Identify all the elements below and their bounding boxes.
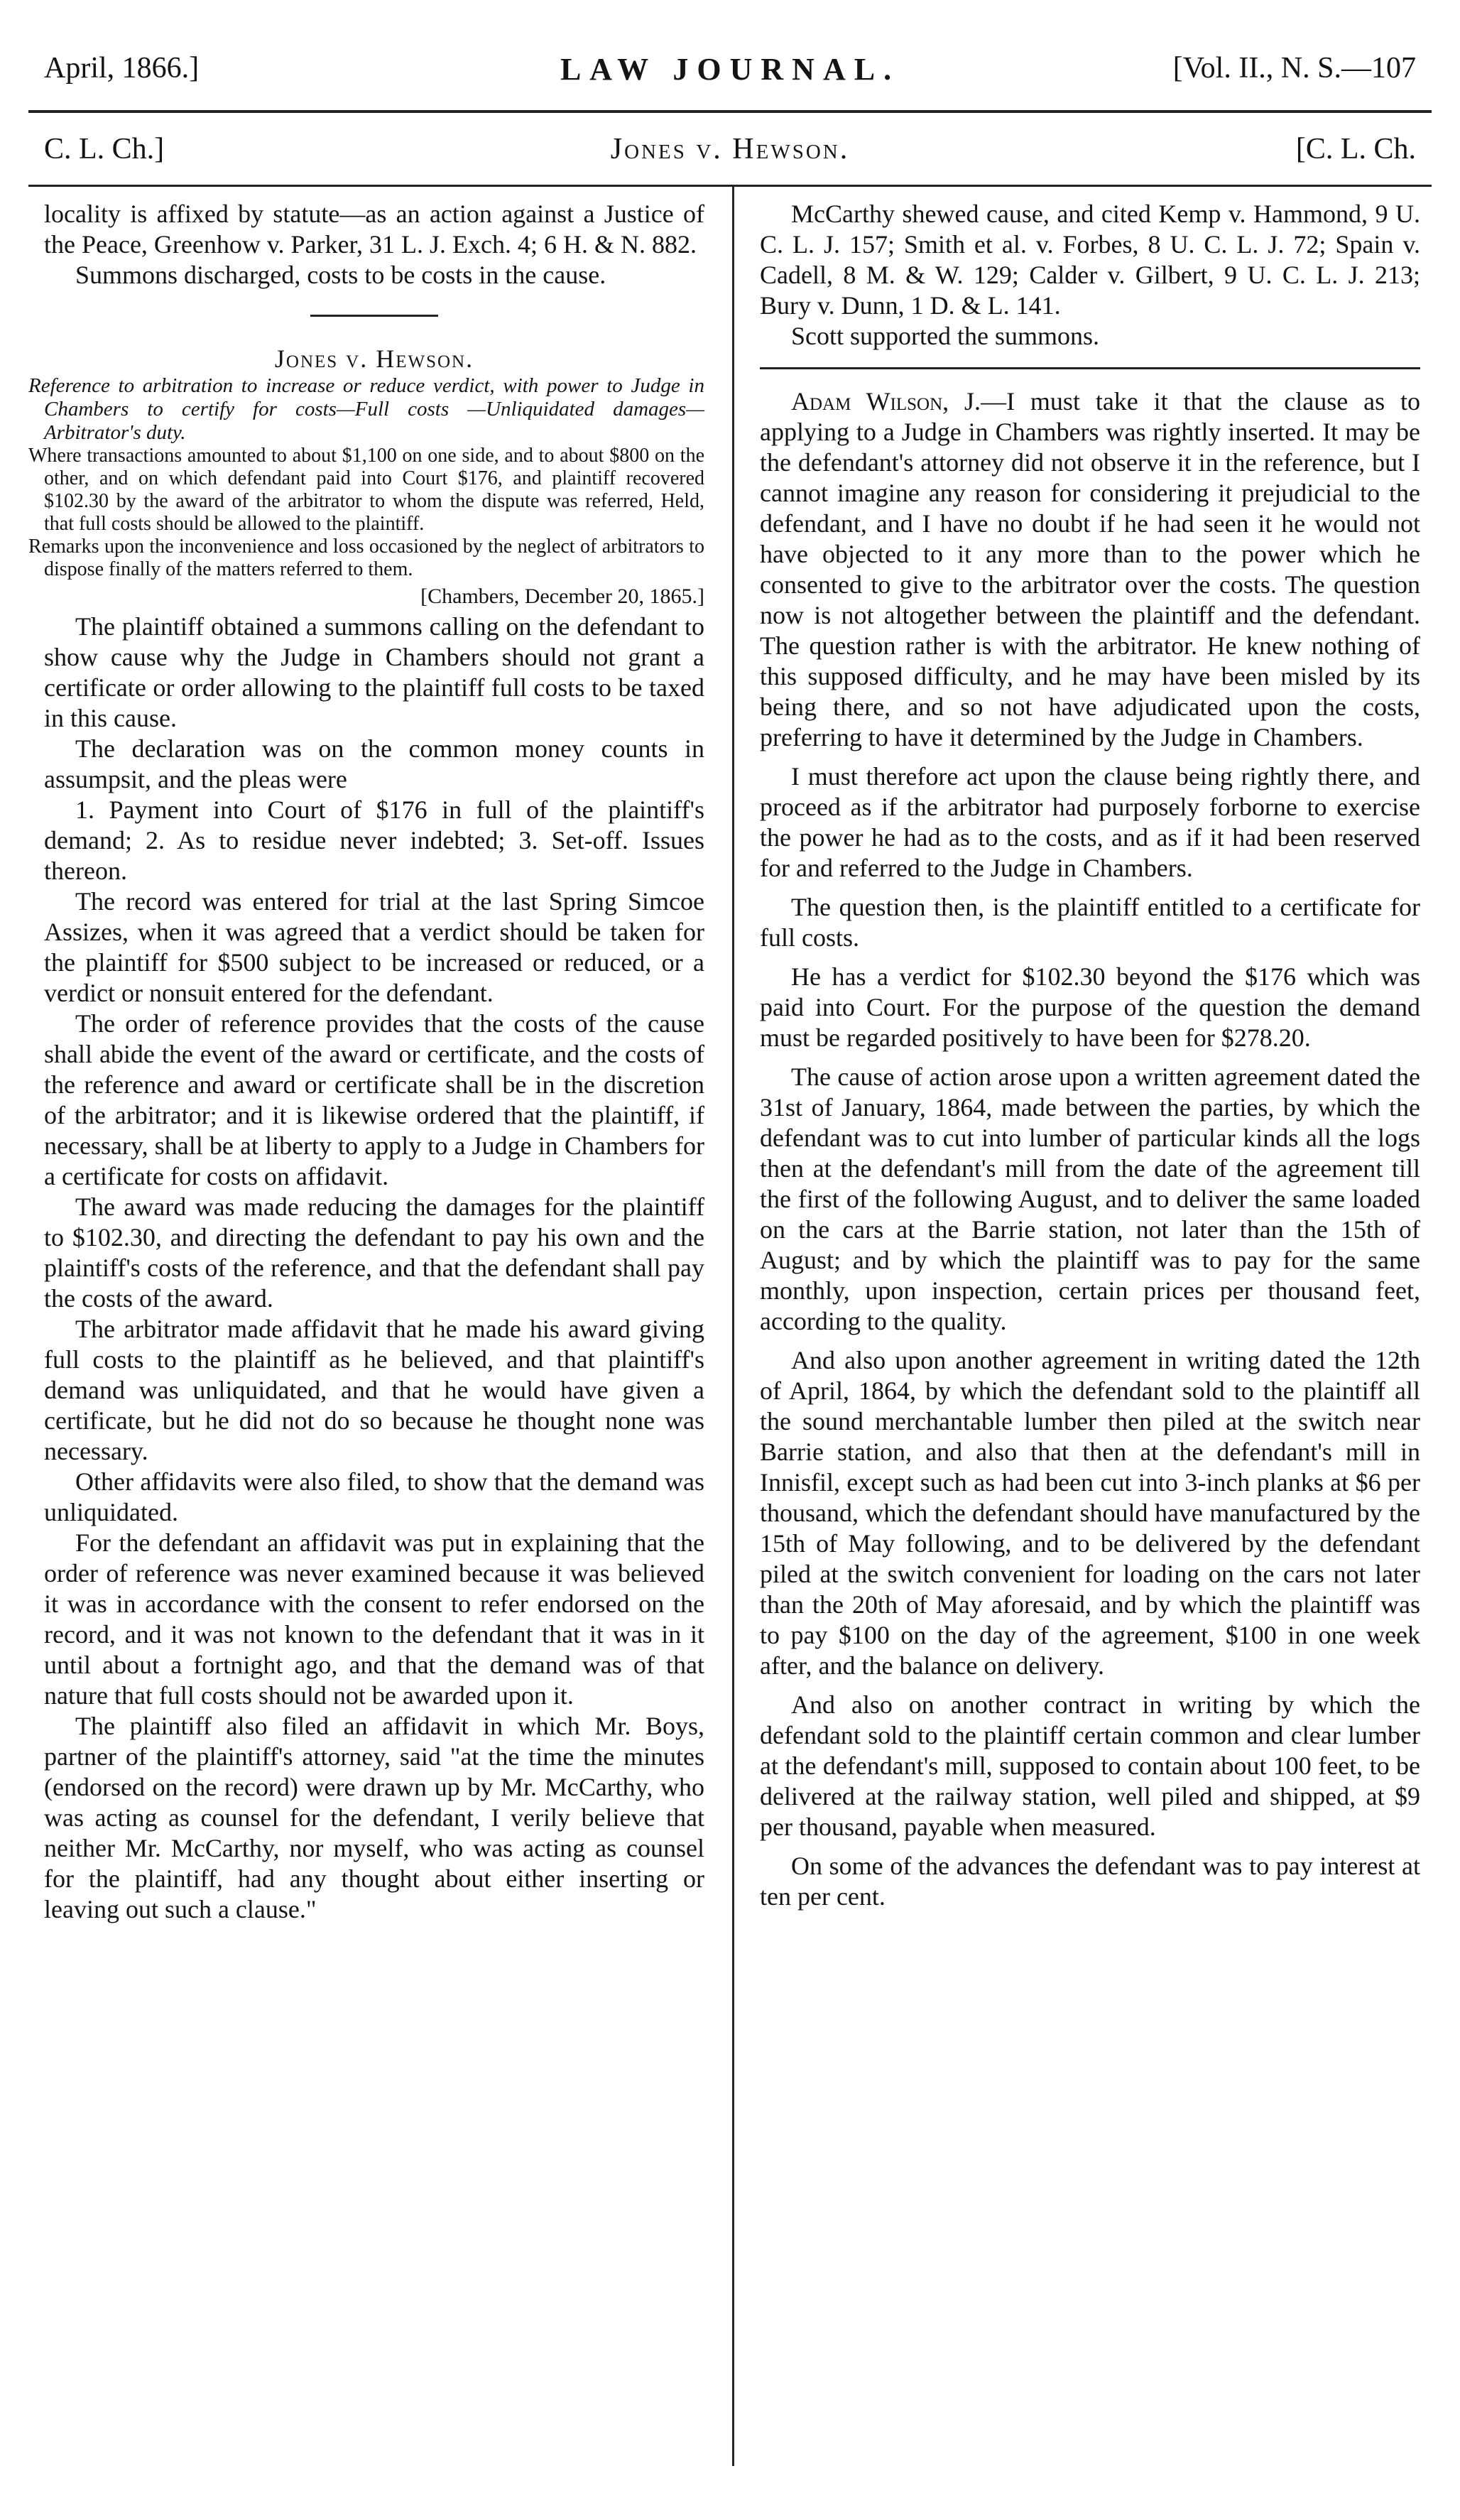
judgment-text: —I must take it that the clause as to applying to a Judge in Chambers was rightly inserted. It may be the defendant's attorney did not observe it in the reference, but I cannot imagine any reason for considering it prejudicial to the defendant, and I have no doubt if he had seen it he would not have objected to it any more than to the power which he consented to give to the arbitrator over the costs. The question now is not altogether between the plaintiff and the defendant. The question rather is with the arbitrator. He knew nothing of this supposed difficulty, and he may have been misled by its being there, and so not have adjudicated upon the costs, preferring to have it determined by the Judge in Chambers. (760, 387, 1420, 751)
running-header (44, 51, 1416, 94)
paragraph: The plaintiff also filed an affidavit in which Mr. Boys, partner of the plaintiff's attorney, said "at the time the minutes (endorsed on the record) were drawn up by Mr. McCarthy, who was acting as counsel for the defendant, I verily believe that neither Mr. McCarthy, nor myself, who was acting as counsel for the plaintiff, had any thought about either inserting or leaving out such a clause." (44, 1712, 704, 1923)
paragraph: 1. Payment into Court of $176 in full of the plaintiff's demand; 2. As to residue never indebted; 3. Set-off. Issues thereon. (44, 795, 704, 885)
case-separator (310, 315, 438, 317)
case-title: Jones v. Hewson. (274, 344, 474, 373)
section-left: C. L. Ch.] (44, 133, 165, 165)
section-header (44, 132, 1416, 175)
section-rule (28, 185, 1432, 187)
prior-case-text: locality is affixed by statute—as an action against a Justice of the Peace, Greenhow v. Parker, 31 L. J. Exch. 4; 6 H. & N. 882. (44, 200, 704, 259)
header-date: April, 1866.] (44, 52, 200, 85)
judgment-opening (760, 386, 1420, 753)
syllabus-remarks: Remarks upon the inconvenience and loss occasioned by the neglect of arbitrators to dispose finally of the matters referred to them. (28, 536, 704, 580)
paragraph: The question then, is the plaintiff entitled to a certificate for full costs. (760, 893, 1420, 952)
paragraph: The arbitrator made affidavit that he made his award giving full costs to the plaintiff as he believed, and that plaintiff's demand was unliquidated, and that he would have given a certificate, but he did not do so because he thought none was necessary. (44, 1315, 704, 1465)
paragraph: The record was entered for trial at the last Spring Simcoe Assizes, when it was agreed that a verdict should be taken for the plaintiff for $500 subject to be increased or reduced, or a verdict or nonsuit entered for the defendant. (44, 887, 704, 1007)
left-column (28, 199, 704, 1925)
paragraph: And also on another contract in writing by which the defendant sold to the plaintiff certain common and clear lumber at the defendant's mill, supposed to contain about 100 feet, to be delivered at the railway station, well piled and shipped, at $9 per thousand, payable when measured. (760, 1690, 1420, 1841)
column-divider (732, 186, 734, 2466)
paragraph: He has a verdict for $102.30 beyond the $176 which was paid into Court. For the purpose of the question the demand must be regarded positively to have been for $278.20. (760, 962, 1420, 1052)
case-running-title: Jones v. Hewson. (610, 133, 850, 165)
right-column (760, 199, 1420, 1912)
paragraph: Other affidavits were also filed, to show that the demand was unliquidated. (44, 1467, 704, 1526)
counsel-argument: McCarthy shewed cause, and cited Kemp v. Hammond, 9 U. C. L. J. 157; Smith et al. v. Forbes, 8 U. C. L. J. 72; Spain v. Cadell, 8 M. & W. 129; Calder v. Gilbert, 9 U. C. L. J. 213; Bury v. Dunn, 1 D. & L. 141. (760, 200, 1420, 320)
syllabus-holding: Where transactions amounted to about $1,100 on one side, and to about $800 on the other, and on which defendant paid into Court $176, and plaintiff recovered $102.30 by the award of the arbitrator to whom the dispute was referred, Held, that full costs should be allowed to the plaintiff. (28, 445, 704, 535)
header-rule (28, 110, 1432, 113)
prior-case-order: Summons discharged, costs to be costs in the cause. (75, 261, 606, 289)
paragraph: And also upon another agreement in writing dated the 12th of April, 1864, by which the defendant sold to the plaintiff all the sound merchantable lumber then piled at the switch near Barrie station, and also that then at the defendant's mill in Innisfil, except such as had been cut into 3-inch planks at $6 per thousand, which the defendant should have manufactured by the 15th of May following, and to be delivered by the defendant piled at the switch convenient for loading on the cars not later than the 20th of May aforesaid, and by which the plaintiff was to pay $100 on the day of the agreement, $100 in one week after, and the balance on delivery. (760, 1346, 1420, 1680)
court-date: [Chambers, December 20, 1865.] (420, 585, 704, 608)
headnote: Reference to arbitration to increase or reduce verdict, with power to Judge in Chambers to certify for costs—Full costs —Unliquidated damages—Arbitrator's duty. (28, 374, 704, 444)
volume-page: [Vol. II., N. S.—107 (1172, 52, 1416, 85)
paragraph: The order of reference provides that the costs of the cause shall abide the event of the award or certificate, and the costs of the reference and award or certificate shall be in the discretion of the arbitrator; and it is likewise ordered that the plaintiff, if necessary, shall be at liberty to apply to a Judge in Chambers for a certificate for costs on affidavit. (44, 1009, 704, 1190)
journal-title: LAW JOURNAL. (560, 52, 900, 87)
paragraph: The plaintiff obtained a summons calling on the defendant to show cause why the Judge in Chambers should not grant a certificate or order allowing to the plaintiff full costs to be taxed in this cause. (44, 612, 704, 732)
counsel-reply: Scott supported the summons. (791, 322, 1099, 350)
judgment-separator (760, 367, 1420, 369)
judge-name: Adam Wilson, J. (791, 387, 981, 416)
paragraph: For the defendant an affidavit was put in explaining that the order of reference was never examined because it was believed it was in accordance with the consent to refer endorsed on the record, and it was not known to the defendant that it was in it until about a fortnight ago, and that the demand was of that nature that full costs should not be awarded upon it. (44, 1528, 704, 1710)
paragraph: The award was made reducing the damages for the plaintiff to $102.30, and directing the defendant to pay his own and the plaintiff's costs of the reference, and that the defendant shall pay the costs of the award. (44, 1193, 704, 1313)
paragraph: The cause of action arose upon a written agreement dated the 31st of January, 1864, made between the parties, by which the defendant was to cut into lumber of particular kinds all the logs then at the defendant's mill from the date of the agreement till the first of the following August, and to deliver the same loaded on the cars at the Barrie station, not later than the 15th of August; and by which the plaintiff was to pay for the same monthly, upon inspection, certain prices per thousand feet, according to the quality. (760, 1063, 1420, 1335)
paragraph: I must therefore act upon the clause being rightly there, and proceed as if the arbitrator had purposely forborne to exercise the power he had as to the costs, and as if it had been reserved for and referred to the Judge in Chambers. (760, 762, 1420, 882)
paragraph: The declaration was on the common money counts in assumpsit, and the pleas were (44, 734, 704, 793)
paragraph: On some of the advances the defendant was to pay interest at ten per cent. (760, 1852, 1420, 1911)
section-right: [C. L. Ch. (1295, 133, 1416, 165)
